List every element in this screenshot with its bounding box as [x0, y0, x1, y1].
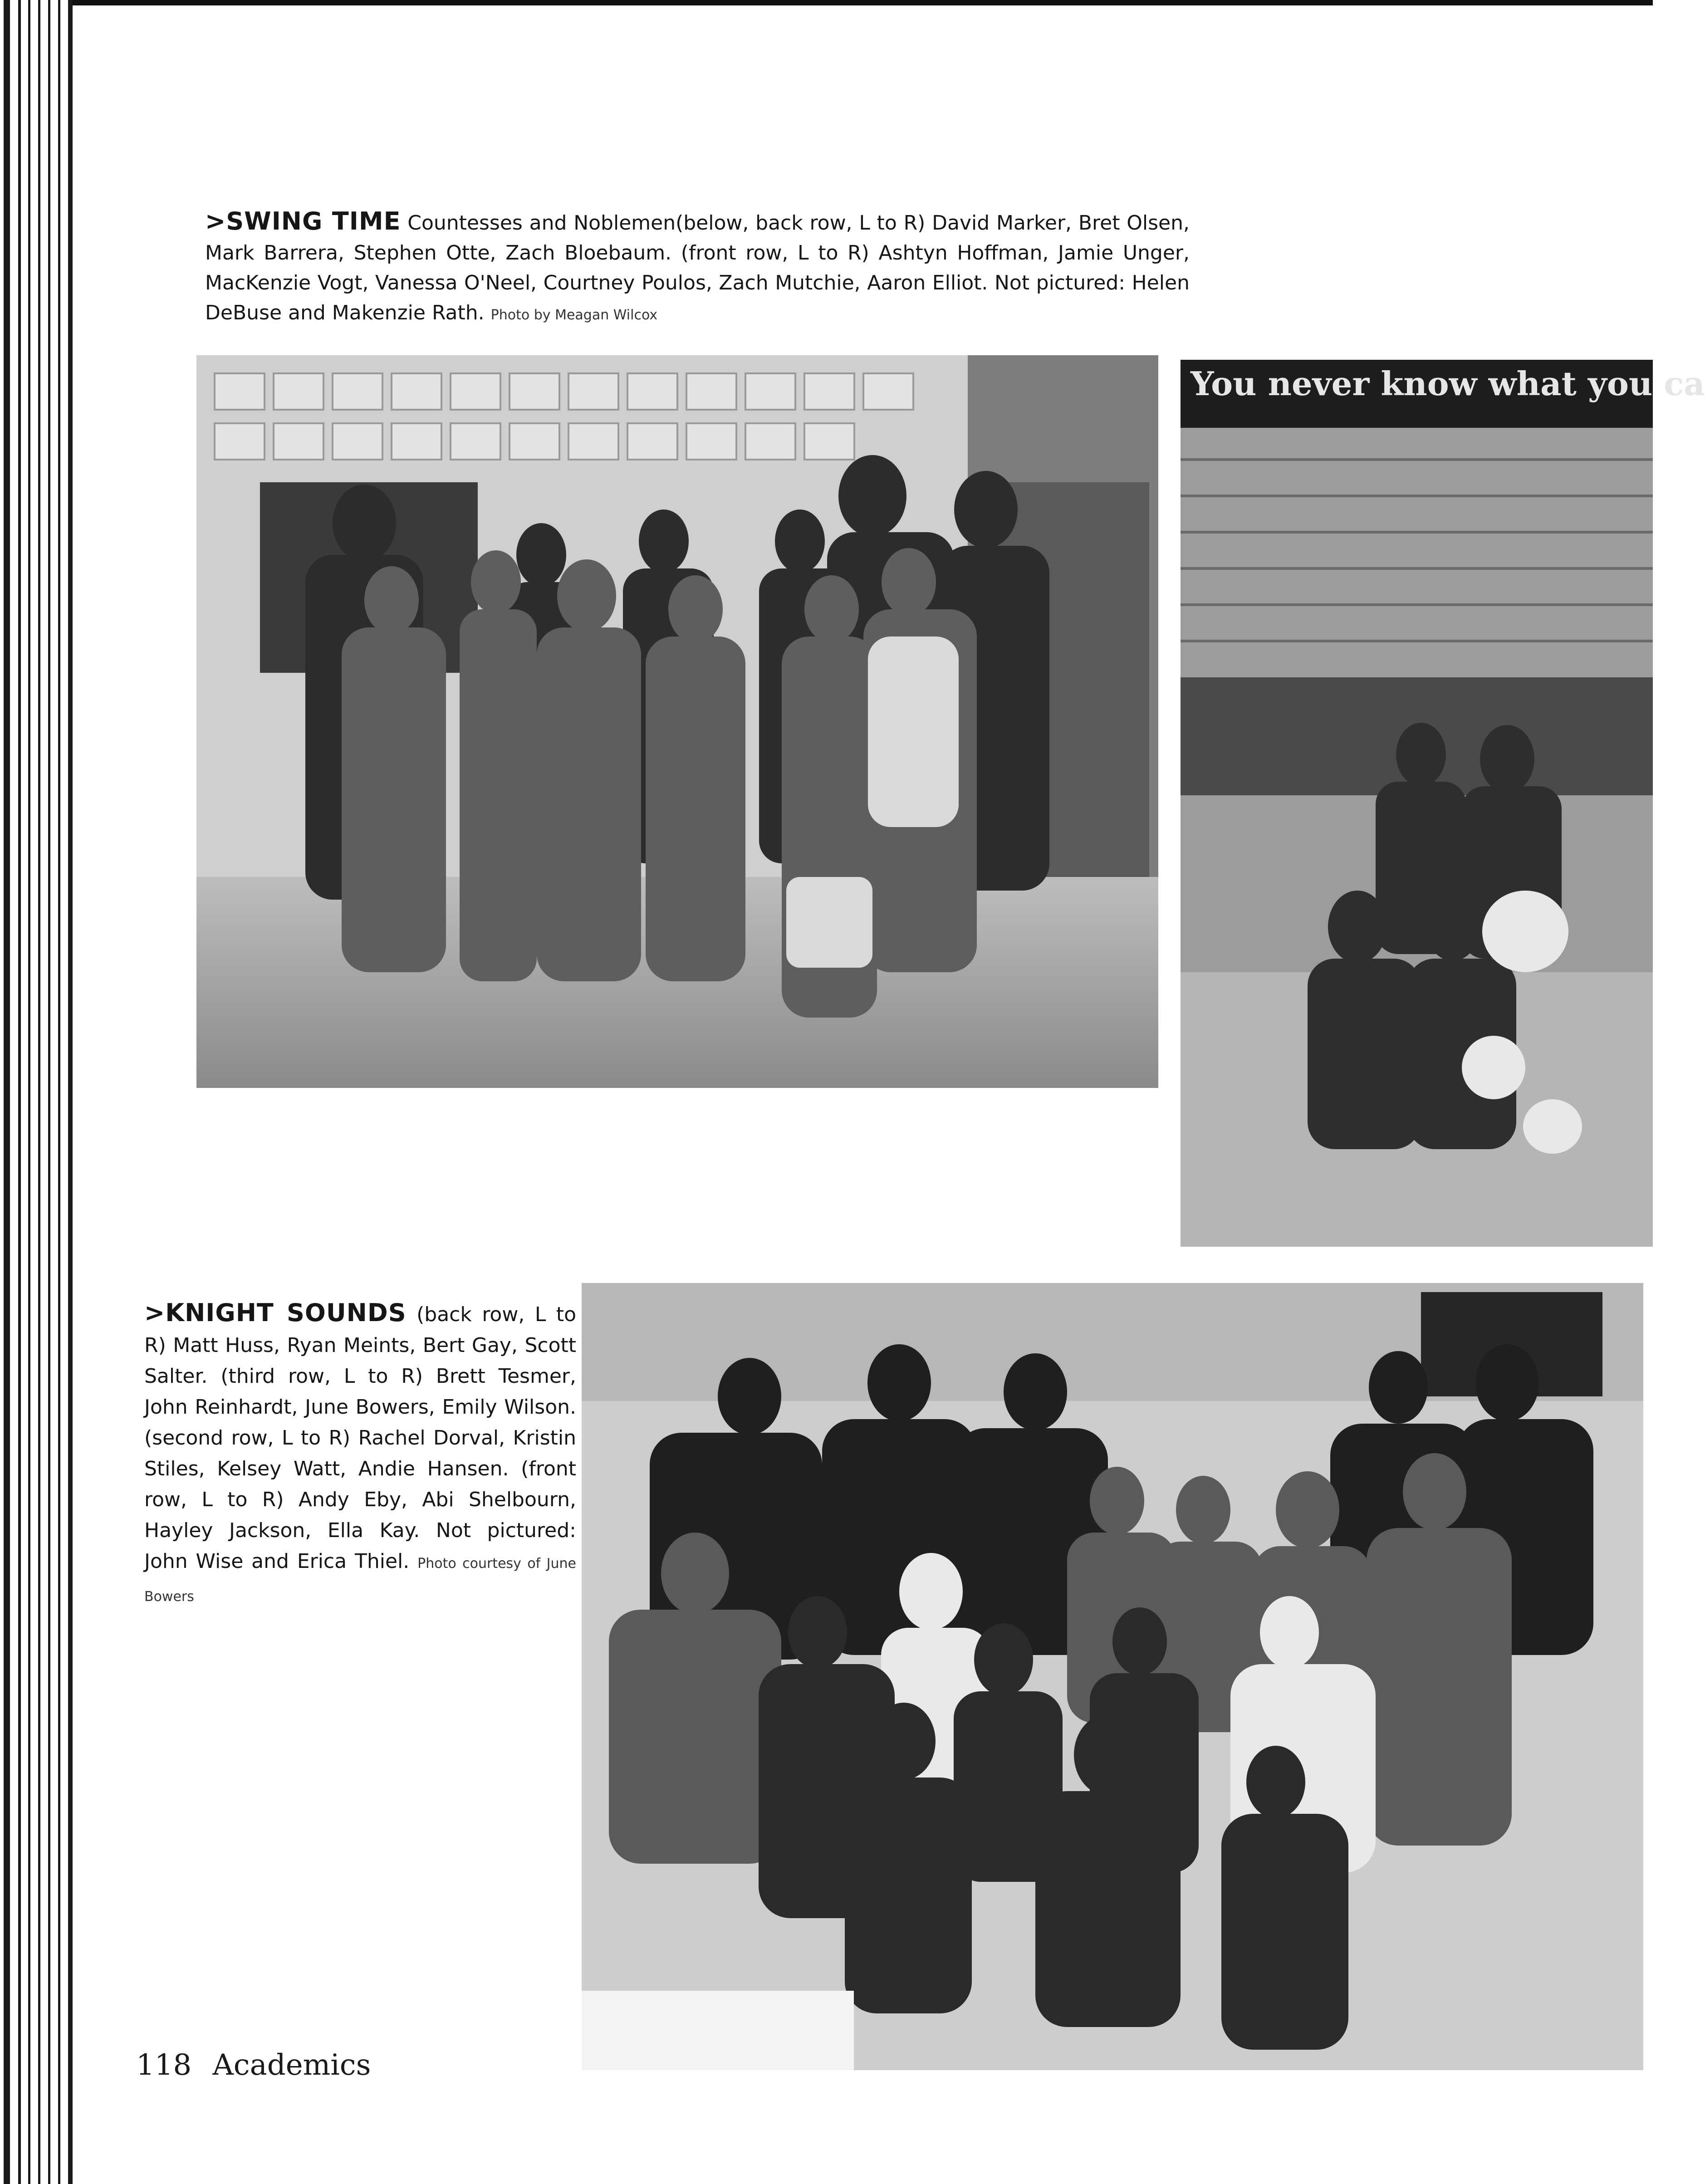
swing-time-heading: >SWING TIME — [205, 207, 401, 235]
swing-time-caption-text: Countesses and Noblemen(below, back row, L to R) David Marker, Bret Olsen, Mark Barrera, Stephen Otte, Zach Bloebaum. (front row, L to R) Ashtyn Hoffman, Jamie Unger, MacKenzie Vogt, Vanessa O'Neel, Courtney Poulos, Zach Mutchie, Aaron Elliot. Not pictured: Helen DeBuse and Makenzie Rath. — [205, 211, 1190, 324]
binding-line — [18, 0, 21, 2184]
banner-text: You never know what you ca — [1191, 364, 1705, 403]
knight-sounds-group-photo — [582, 1283, 1643, 2070]
knight-sounds-caption — [144, 1298, 576, 1612]
page-footer — [136, 2048, 371, 2082]
swing-time-caption — [205, 206, 1190, 330]
swing-time-group-photo — [196, 355, 1158, 1088]
knight-sounds-photo-credit: Photo courtesy of June Bowers — [144, 1556, 576, 1605]
binding-line — [28, 0, 30, 2184]
binding-line — [48, 0, 50, 2184]
top-rule — [73, 0, 1653, 5]
binding-line — [4, 0, 10, 2184]
knight-sounds-heading: >KNIGHT SOUNDS — [144, 1298, 407, 1327]
binding-line — [68, 0, 73, 2184]
binding-line — [38, 0, 40, 2184]
binding-line — [58, 0, 60, 2184]
swing-time-photo-credit: Photo by Meagan Wilcox — [490, 307, 658, 323]
book-binding-edge — [0, 0, 77, 2184]
page-number: 118 — [136, 2048, 192, 2082]
section-name: Academics — [212, 2048, 371, 2082]
knight-sounds-caption-text: (back row, L to R) Matt Huss, Ryan Meints, Bert Gay, Scott Salter. (third row, L to R) Brett Tesmer, John Reinhardt, June Bowers, Emily Wilson. (second row, L to R) Rachel Dorval, Kristin Stiles, Kelsey Watt, Andie Hansen. (front row, L to R) Andy Eby, Abi Shelbourn, Hayley Jackson, Ella Kay. Not pictured: John Wise and Erica Thiel. — [144, 1303, 576, 1573]
side-group-photo — [1181, 360, 1705, 1247]
